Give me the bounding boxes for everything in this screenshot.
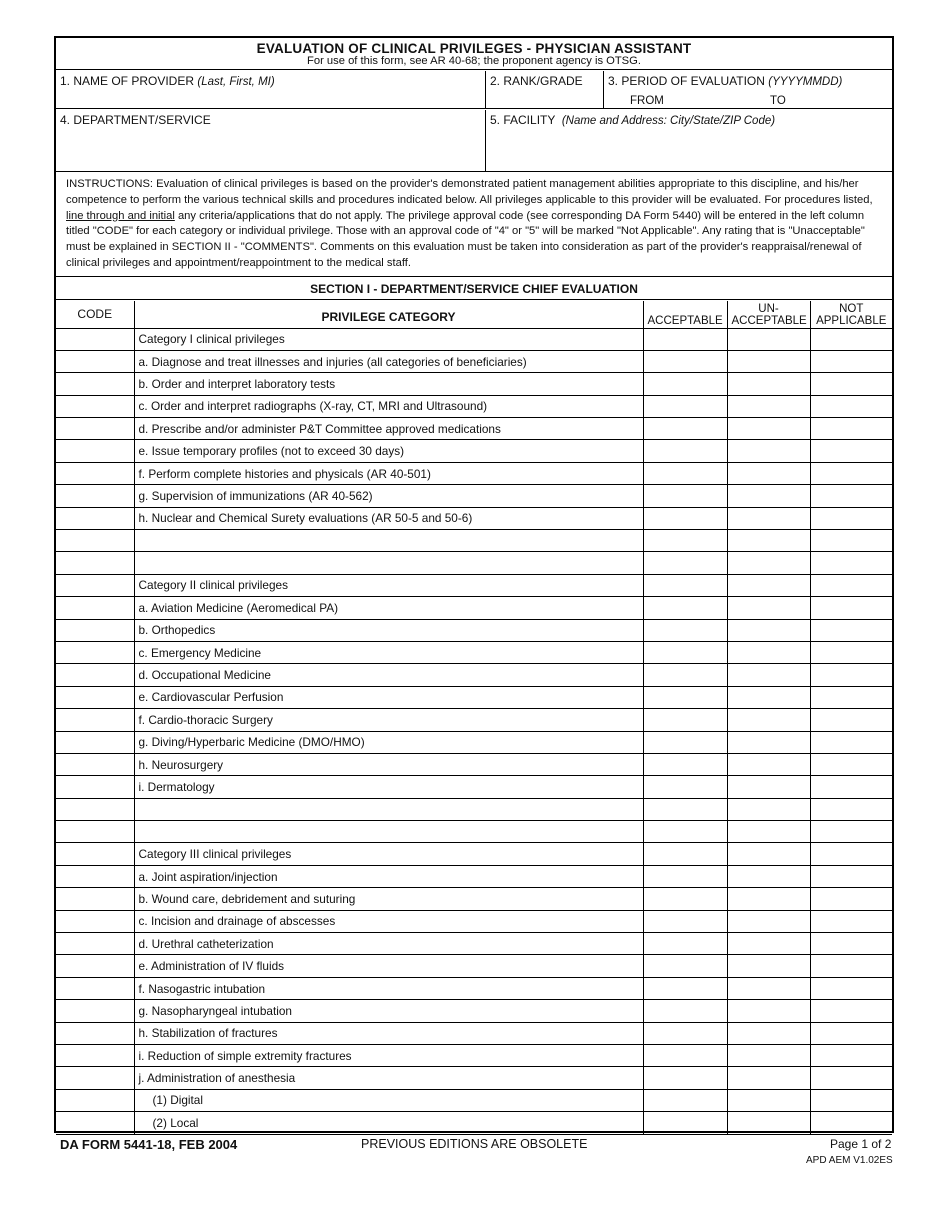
privilege-cell (134, 395, 643, 417)
privilege-cell (134, 1112, 643, 1134)
privilege-label: (2) Local (152, 1115, 199, 1130)
acceptable-cell[interactable] (643, 350, 727, 372)
instructions (56, 173, 892, 277)
unacceptable-cell[interactable] (727, 418, 810, 440)
not-applicable-cell[interactable] (810, 798, 892, 820)
table-row (56, 574, 892, 596)
not-applicable-cell[interactable] (810, 731, 892, 753)
acceptable-cell[interactable] (643, 686, 727, 708)
acceptable-cell[interactable] (643, 977, 727, 999)
unacceptable-cell[interactable] (727, 731, 810, 753)
privilege-cell (134, 552, 643, 574)
acceptable-cell[interactable] (643, 418, 727, 440)
unacceptable-cell[interactable] (727, 328, 810, 350)
unacceptable-cell[interactable] (727, 619, 810, 641)
rank-label: 2. RANK/GRADE (490, 74, 583, 88)
privilege-label: e. Cardiovascular Perfusion (138, 690, 284, 705)
form-subtitle: For use of this form, see AR 40-68; the proponent agency is OTSG. (307, 55, 641, 67)
table-row (56, 1089, 892, 1111)
facility-label: 5. FACILITY (490, 113, 556, 127)
not-applicable-cell[interactable] (810, 1089, 892, 1111)
privilege-cell (134, 350, 643, 372)
privilege-cell (134, 888, 643, 910)
code-cell[interactable] (56, 888, 134, 910)
table-row (56, 530, 892, 552)
privilege-cell (134, 641, 643, 663)
table-header-row (56, 301, 892, 328)
unacceptable-cell[interactable] (727, 641, 810, 663)
not-applicable-cell[interactable] (810, 933, 892, 955)
unacceptable-cell[interactable] (727, 776, 810, 798)
table-row (56, 552, 892, 574)
not-applicable-cell[interactable] (810, 977, 892, 999)
obsolete-notice: PREVIOUS EDITIONS ARE OBSOLETE (361, 1137, 588, 1151)
unacceptable-cell[interactable] (727, 798, 810, 820)
table-row (56, 373, 892, 395)
code-cell[interactable] (56, 574, 134, 596)
unacceptable-cell[interactable] (727, 753, 810, 775)
instructions-underlined: line through and initial (66, 209, 175, 222)
privilege-cell (134, 843, 643, 865)
privilege-cell (134, 597, 643, 619)
col-header-code: CODE (56, 301, 134, 328)
privilege-cell (134, 1000, 643, 1022)
unacceptable-cell[interactable] (727, 395, 810, 417)
acceptable-cell[interactable] (643, 888, 727, 910)
acceptable-cell[interactable] (643, 709, 727, 731)
unacceptable-cell[interactable] (727, 843, 810, 865)
unacceptable-cell[interactable] (727, 507, 810, 529)
not-applicable-cell[interactable] (810, 485, 892, 507)
not-applicable-cell[interactable] (810, 1022, 892, 1044)
code-cell[interactable] (56, 709, 134, 731)
privilege-cell (134, 1089, 643, 1111)
instructions-text-2: any criteria/applications that do not apply. The privilege approval code (see corresponding DA Form 5440) will be entered in the left column titled "CODE" for each category or individual privilege. Those with an approval code of "4" or "5" will be marked "Not Applicable". Any rating that is "Unacceptable" must be explained in SECTION II - "COMMENTS". Comments on this evaluation must be taken into consideration as part of the provider's reappraisal/renewal of clinical privileges and appointment/reappointment to the medical staff. (66, 209, 865, 269)
privilege-cell (134, 776, 643, 798)
privilege-label: d. Prescribe and/or administer P&T Committee approved medications (138, 421, 501, 436)
not-applicable-cell[interactable] (810, 888, 892, 910)
form-title: EVALUATION OF CLINICAL PRIVILEGES - PHYSICIAN ASSISTANT (256, 41, 692, 56)
code-cell[interactable] (56, 1000, 134, 1022)
not-applicable-cell[interactable] (810, 955, 892, 977)
table-row (56, 440, 892, 462)
na-label-1: NOT (839, 302, 864, 315)
unacceptable-cell[interactable] (727, 910, 810, 932)
acceptable-cell[interactable] (643, 641, 727, 663)
code-cell[interactable] (56, 530, 134, 552)
table-row (56, 462, 892, 484)
acceptable-cell[interactable] (643, 619, 727, 641)
privilege-label: a. Aviation Medicine (Aeromedical PA) (138, 600, 339, 615)
na-label-2: APPLICABLE (816, 314, 887, 327)
period-label: 3. PERIOD OF EVALUATION (608, 74, 765, 88)
code-cell[interactable] (56, 1067, 134, 1089)
not-applicable-cell[interactable] (810, 843, 892, 865)
code-cell[interactable] (56, 843, 134, 865)
privileges-table (56, 301, 892, 1135)
privilege-cell (134, 731, 643, 753)
privilege-label: d. Urethral catheterization (138, 936, 274, 951)
privilege-cell (134, 328, 643, 350)
unacceptable-cell[interactable] (727, 574, 810, 596)
acceptable-cell[interactable] (643, 530, 727, 552)
table-row (56, 1067, 892, 1089)
table-row (56, 910, 892, 932)
table-row (56, 753, 892, 775)
acceptable-cell[interactable] (643, 574, 727, 596)
department-service-field[interactable] (56, 110, 486, 172)
acceptable-cell[interactable] (643, 776, 727, 798)
table-row (56, 395, 892, 417)
not-applicable-cell[interactable] (810, 462, 892, 484)
privilege-label: g. Supervision of immunizations (AR 40-562) (138, 488, 373, 503)
not-applicable-cell[interactable] (810, 686, 892, 708)
privilege-cell (134, 619, 643, 641)
code-cell[interactable] (56, 395, 134, 417)
unacceptable-cell[interactable] (727, 440, 810, 462)
privilege-label: c. Emergency Medicine (138, 645, 262, 660)
acceptable-cell[interactable] (643, 597, 727, 619)
privilege-label: Category III clinical privileges (138, 847, 292, 862)
unacceptable-cell[interactable] (727, 462, 810, 484)
col-header-privilege: PRIVILEGE CATEGORY (134, 301, 643, 328)
acceptable-cell[interactable] (643, 865, 727, 887)
table-row (56, 977, 892, 999)
privilege-cell (134, 462, 643, 484)
acceptable-cell[interactable] (643, 552, 727, 574)
code-cell[interactable] (56, 485, 134, 507)
not-applicable-cell[interactable] (810, 1045, 892, 1067)
code-cell[interactable] (56, 865, 134, 887)
unacceptable-cell[interactable] (727, 977, 810, 999)
code-cell[interactable] (56, 1112, 134, 1134)
acceptable-label: ACCEPTABLE (647, 314, 723, 327)
unacceptable-cell[interactable] (727, 552, 810, 574)
table-row (56, 798, 892, 820)
instructions-text-1: INSTRUCTIONS: Evaluation of clinical privileges is based on the provider's demonstrated patient management abilities appropriate to this discipline, and his/her competence to perform the various technical skills and procedures indicated below. All privileges applicable to this provider will be evaluated. For procedures listed, (66, 178, 873, 206)
table-row (56, 731, 892, 753)
table-row (56, 843, 892, 865)
privilege-cell (134, 1022, 643, 1044)
period-of-evaluation-field[interactable] (604, 71, 892, 109)
code-cell[interactable] (56, 821, 134, 843)
code-cell[interactable] (56, 933, 134, 955)
privilege-label: c. Order and interpret radiographs (X-ray, CT, MRI and Ultrasound) (138, 399, 488, 414)
privilege-cell (134, 373, 643, 395)
not-applicable-cell[interactable] (810, 664, 892, 686)
acceptable-cell[interactable] (643, 843, 727, 865)
not-applicable-cell[interactable] (810, 574, 892, 596)
acceptable-cell[interactable] (643, 1045, 727, 1067)
code-cell[interactable] (56, 328, 134, 350)
code-cell[interactable] (56, 462, 134, 484)
table-row (56, 641, 892, 663)
code-cell[interactable] (56, 664, 134, 686)
acceptable-cell[interactable] (643, 328, 727, 350)
evaluation-form (54, 36, 894, 1133)
acceptable-cell[interactable] (643, 1112, 727, 1134)
privilege-label: d. Occupational Medicine (138, 668, 271, 683)
not-applicable-cell[interactable] (810, 597, 892, 619)
table-row (56, 619, 892, 641)
privilege-cell (134, 955, 643, 977)
acceptable-cell[interactable] (643, 507, 727, 529)
not-applicable-cell[interactable] (810, 552, 892, 574)
unacceptable-cell[interactable] (727, 1067, 810, 1089)
code-cell[interactable] (56, 686, 134, 708)
code-cell[interactable] (56, 955, 134, 977)
code-cell[interactable] (56, 440, 134, 462)
section-title: SECTION I - DEPARTMENT/SERVICE CHIEF EVALUATION (56, 278, 892, 300)
unacceptable-cell[interactable] (727, 933, 810, 955)
privilege-label: h. Stabilization of fractures (138, 1026, 278, 1041)
table-row (56, 1112, 892, 1134)
table-row (56, 507, 892, 529)
not-applicable-cell[interactable] (810, 865, 892, 887)
privilege-cell (134, 1067, 643, 1089)
code-cell[interactable] (56, 641, 134, 663)
not-applicable-cell[interactable] (810, 350, 892, 372)
privilege-label: i. Dermatology (138, 780, 215, 794)
facility-field[interactable] (486, 110, 892, 172)
code-cell[interactable] (56, 552, 134, 574)
privilege-cell (134, 977, 643, 999)
privilege-cell (134, 440, 643, 462)
privilege-label: b. Order and interpret laboratory tests (138, 376, 336, 391)
not-applicable-cell[interactable] (810, 753, 892, 775)
not-applicable-cell[interactable] (810, 395, 892, 417)
table-row (56, 955, 892, 977)
table-row (56, 1022, 892, 1044)
privilege-label: b. Wound care, debridement and suturing (138, 891, 356, 906)
privilege-cell (134, 709, 643, 731)
privilege-cell (134, 507, 643, 529)
table-row (56, 888, 892, 910)
table-row (56, 933, 892, 955)
acceptable-cell[interactable] (643, 955, 727, 977)
privilege-label: Category I clinical privileges (138, 332, 285, 347)
code-cell[interactable] (56, 1022, 134, 1044)
unacceptable-cell[interactable] (727, 888, 810, 910)
acceptable-cell[interactable] (643, 798, 727, 820)
privilege-label: j. Administration of anesthesia (138, 1071, 296, 1086)
col-header-acceptable (643, 301, 727, 328)
code-cell[interactable] (56, 753, 134, 775)
acceptable-cell[interactable] (643, 373, 727, 395)
table-row (56, 686, 892, 708)
unacceptable-cell[interactable] (727, 597, 810, 619)
not-applicable-cell[interactable] (810, 418, 892, 440)
page-number: Page 1 of 2 (830, 1137, 892, 1151)
name-hint: (Last, First, MI) (197, 76, 275, 88)
table-row (56, 1045, 892, 1067)
privilege-cell (134, 664, 643, 686)
not-applicable-cell[interactable] (810, 507, 892, 529)
form-id: DA FORM 5441-18, FEB 2004 (60, 1137, 238, 1152)
code-cell[interactable] (56, 1045, 134, 1067)
unacceptable-cell[interactable] (727, 709, 810, 731)
privilege-label: e. Issue temporary profiles (not to exceed 30 days) (138, 444, 405, 459)
acceptable-cell[interactable] (643, 1067, 727, 1089)
table-row (56, 485, 892, 507)
privilege-label: h. Nuclear and Chemical Surety evaluations (AR 50-5 and 50-6) (138, 511, 473, 526)
privilege-cell (134, 485, 643, 507)
privilege-label: a. Joint aspiration/injection (138, 869, 278, 884)
acceptable-cell[interactable] (643, 664, 727, 686)
col-header-unacceptable (727, 301, 810, 328)
acceptable-cell[interactable] (643, 933, 727, 955)
privilege-cell (134, 753, 643, 775)
code-cell[interactable] (56, 418, 134, 440)
privilege-label: c. Incision and drainage of abscesses (138, 914, 336, 929)
not-applicable-cell[interactable] (810, 709, 892, 731)
not-applicable-cell[interactable] (810, 619, 892, 641)
privilege-cell (134, 574, 643, 596)
unacceptable-cell[interactable] (727, 1022, 810, 1044)
privilege-cell (134, 530, 643, 552)
code-cell[interactable] (56, 1089, 134, 1111)
code-cell[interactable] (56, 798, 134, 820)
code-cell[interactable] (56, 507, 134, 529)
unacceptable-cell[interactable] (727, 1089, 810, 1111)
table-row (56, 1000, 892, 1022)
unacceptable-cell[interactable] (727, 821, 810, 843)
privilege-cell (134, 1045, 643, 1067)
privilege-cell (134, 821, 643, 843)
privilege-cell (134, 933, 643, 955)
unacceptable-label-2: ACCEPTABLE (731, 314, 807, 327)
code-cell[interactable] (56, 619, 134, 641)
table-row (56, 328, 892, 350)
unacceptable-cell[interactable] (727, 686, 810, 708)
not-applicable-cell[interactable] (810, 373, 892, 395)
table-row (56, 776, 892, 798)
from-label: FROM (630, 95, 664, 107)
table-row (56, 350, 892, 372)
col-header-not-applicable (810, 301, 892, 328)
acceptable-cell[interactable] (643, 440, 727, 462)
unacceptable-cell[interactable] (727, 1112, 810, 1134)
privilege-label: a. Diagnose and treat illnesses and injuries (all categories of beneficiaries) (138, 354, 527, 369)
table-row (56, 709, 892, 731)
code-cell[interactable] (56, 597, 134, 619)
privilege-label: g. Nasopharyngeal intubation (138, 1003, 292, 1018)
privilege-label: f. Nasogastric intubation (138, 981, 266, 996)
not-applicable-cell[interactable] (810, 440, 892, 462)
unacceptable-cell[interactable] (727, 373, 810, 395)
acceptable-cell[interactable] (643, 821, 727, 843)
unacceptable-cell[interactable] (727, 664, 810, 686)
rank-grade-field[interactable] (486, 71, 604, 109)
privilege-cell (134, 418, 643, 440)
acceptable-cell[interactable] (643, 1089, 727, 1111)
acceptable-cell[interactable] (643, 395, 727, 417)
privilege-label: h. Neurosurgery (138, 757, 224, 772)
acceptable-cell[interactable] (643, 1000, 727, 1022)
unacceptable-cell[interactable] (727, 1000, 810, 1022)
table-row (56, 597, 892, 619)
privilege-label: e. Administration of IV fluids (138, 959, 285, 974)
acceptable-cell[interactable] (643, 462, 727, 484)
not-applicable-cell[interactable] (810, 1067, 892, 1089)
unacceptable-label-1: UN- (758, 302, 779, 315)
acceptable-cell[interactable] (643, 1022, 727, 1044)
acceptable-cell[interactable] (643, 485, 727, 507)
privilege-label: f. Cardio-thoracic Surgery (138, 712, 273, 727)
facility-hint: (Name and Address: City/State/ZIP Code) (561, 115, 776, 127)
department-label: 4. DEPARTMENT/SERVICE (60, 113, 211, 127)
not-applicable-cell[interactable] (810, 530, 892, 552)
code-cell[interactable] (56, 373, 134, 395)
privilege-cell (134, 865, 643, 887)
unacceptable-cell[interactable] (727, 485, 810, 507)
privilege-label: i. Reduction of simple extremity fractures (138, 1048, 352, 1063)
not-applicable-cell[interactable] (810, 328, 892, 350)
privilege-cell (134, 686, 643, 708)
not-applicable-cell[interactable] (810, 1000, 892, 1022)
code-cell[interactable] (56, 350, 134, 372)
table-row (56, 664, 892, 686)
name-label: 1. NAME OF PROVIDER (60, 74, 195, 88)
unacceptable-cell[interactable] (727, 530, 810, 552)
period-hint: (YYYYMMDD) (768, 76, 843, 88)
table-row (56, 418, 892, 440)
acceptable-cell[interactable] (643, 731, 727, 753)
code-cell[interactable] (56, 910, 134, 932)
privilege-label: (1) Digital (152, 1093, 203, 1108)
privilege-label: g. Diving/Hyperbaric Medicine (DMO/HMO) (138, 735, 365, 750)
to-label: TO (770, 95, 786, 107)
table-row (56, 865, 892, 887)
privilege-label: b. Orthopedics (138, 623, 216, 638)
not-applicable-cell[interactable] (810, 821, 892, 843)
unacceptable-cell[interactable] (727, 1045, 810, 1067)
privilege-label: f. Perform complete histories and physicals (AR 40-501) (138, 466, 431, 481)
unacceptable-cell[interactable] (727, 955, 810, 977)
name-of-provider-field[interactable] (56, 71, 486, 109)
not-applicable-cell[interactable] (810, 1112, 892, 1134)
unacceptable-cell[interactable] (727, 350, 810, 372)
code-cell[interactable] (56, 776, 134, 798)
not-applicable-cell[interactable] (810, 641, 892, 663)
privilege-cell (134, 910, 643, 932)
version-label: APD AEM V1.02ES (806, 1155, 893, 1166)
code-cell[interactable] (56, 731, 134, 753)
privilege-label: Category II clinical privileges (138, 578, 288, 593)
table-row (56, 821, 892, 843)
unacceptable-cell[interactable] (727, 865, 810, 887)
code-cell[interactable] (56, 977, 134, 999)
acceptable-cell[interactable] (643, 910, 727, 932)
acceptable-cell[interactable] (643, 753, 727, 775)
form-header (56, 38, 892, 70)
not-applicable-cell[interactable] (810, 910, 892, 932)
privilege-cell (134, 798, 643, 820)
not-applicable-cell[interactable] (810, 776, 892, 798)
